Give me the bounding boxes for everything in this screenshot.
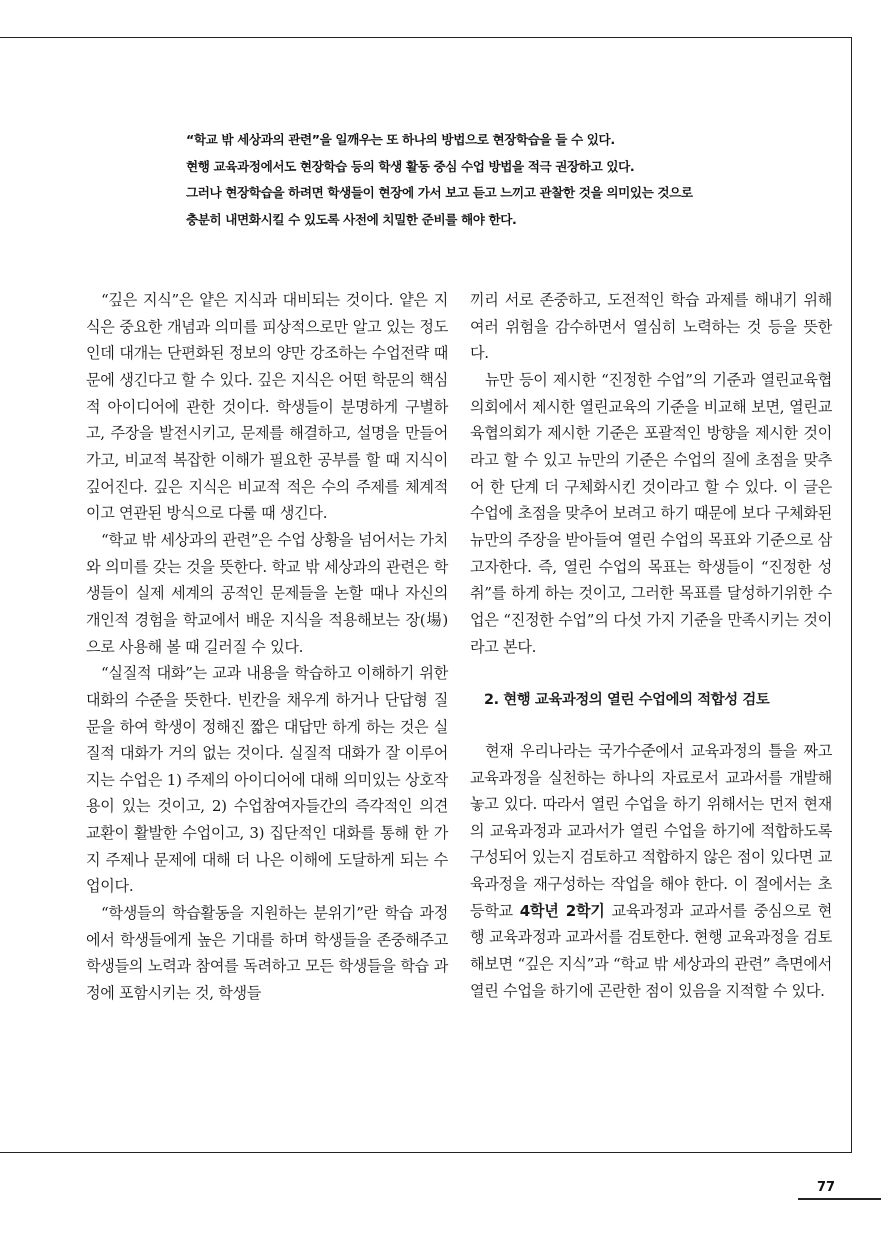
callout-line: 현행 교육과정에서도 현장학습 등의 학생 활동 중심 수업 방법을 적극 권장하고 있다. [186,158,635,174]
left-column [86,287,448,1007]
callout-line: “학교 밖 세상과의 관련”을 일깨우는 또 하나의 방법으로 현장학습을 들 수 있다. [186,132,615,147]
callout-line: 그러나 현장학습을 하려면 학생들이 현장에 가서 보고 듣고 느끼고 관찰한 것을 의미있는 것으로 [186,185,693,201]
body-paragraph: “학생들의 학습활동을 지원하는 분위기”란 학습 과정에서 학생들에게 높은 기대를 하며 학생들을 존중해주고 학생들의 노력과 참여를 독려하고 모든 학생들을 학습 과정에 포함시키는 것, 학생들 [86,904,448,1003]
right-column [470,287,832,1004]
body-paragraph: “실질적 대화”는 교과 내용을 학습하고 이해하기 위한 대화의 수준을 뜻한다. 빈칸을 채우게 하거나 단답형 질문을 하여 학생이 정해진 짧은 대답만 하게 하는 것은 실질적 대화가 거의 없는 것이다. 실질적 대화가 잘 이루어지는 수업은 1) 주제의 아이디어에 대해 의미있는 상호작용이 있는 것이고, 2) 수업참여자들간의 즉각적인 의견 교환이 활발한 수업이고, 3) 집단적인 대화를 통해 한 가지 주제나 문제에 대해 더 나은 이해에 도달하게 되는 수업이다. [86,664,448,896]
callout-box [186,127,806,233]
body-text: 현재 우리나라는 국가수준에서 교육과정의 틀을 짜고 교육과정을 실천하는 하나의 자료로서 교과서를 개발해 놓고 있다. 따라서 열린 수업을 하기 위해서는 먼저 현재의 교육과정과 교과서가 열린 수업을 하기에 적합하도록 구성되어 있는지 검토하고 적합하지 않은 점이 있다면 교육과정을 재구성하는 작업을 해야 한다. 이 절에서는 초등학교 [470,741,832,920]
body-paragraph: “깊은 지식”은 얕은 지식과 대비되는 것이다. 얕은 지식은 중요한 개념과 의미를 피상적으로만 알고 있는 정도인데 대개는 단편화된 정보의 양만 강조하는 수업전략 때문에 생긴다고 할 수 있다. 깊은 지식은 어떤 학문의 핵심적 아이디어에 관한 것이다. 학생들이 분명하게 구별하고, 주장을 발전시키고, 문제를 해결하고, 설명을 만들어가고, 비교적 복잡한 이해가 필요한 공부를 할 때 지식이 깊어진다. 깊은 지식은 비교적 적은 수의 주제를 체계적이고 연관된 방식으로 다룰 때 생긴다. [86,291,448,523]
body-paragraph [470,738,832,1005]
callout-line: 충분히 내면화시킬 수 있도록 사전에 치밀한 준비를 해야 한다. [186,211,517,227]
page-number-rule [798,1198,881,1200]
top-border-rule [0,37,851,38]
right-border-rule [851,37,852,1153]
body-paragraph: 끼리 서로 존중하고, 도전적인 학습 과제를 해내기 위해 여러 위험을 감수하면서 열심히 노력하는 것 등을 뜻한다. [470,291,832,363]
body-paragraph: “학교 밖 세상과의 관련”은 수업 상황을 넘어서는 가치와 의미를 갖는 것을 뜻한다. 학교 밖 세상과의 관련은 학생들이 실제 세계의 공적인 문제들을 논할 때나 자신의 개인적 경험을 학교에서 배운 지식을 적용해보는 장(場)으로 사용해 볼 때 길러질 수 있다. [86,530,448,656]
body-paragraph: 뉴만 등이 제시한 “진정한 수업”의 기준과 열린교육협의회에서 제시한 열린교육의 기준을 비교해 보면, 열린교육협의회가 제시한 기준은 포괄적인 방향을 제시한 것이라고 할 수 있고 뉴만의 기준은 수업의 질에 초점을 맞추어 한 단계 더 구체화시킨 것이라고 할 수 있다. 이 글은 수업에 초점을 맞추어 보려고 하기 때문에 보다 구체화된 뉴만의 주장을 받아들여 열린 수업의 목표와 기준으로 삼고자한다. 즉, 열린 수업의 목표는 학생들이 “진정한 성취”를 하게 하는 것이고, 그러한 목표를 달성하기위한 수업은 “진정한 수업”의 다섯 가지 기준을 만족시키는 것이라고 본다. [470,370,832,656]
body-text: 교육과정과 교과서를 중심으로 현행 교육과정과 교과서를 검토한다. 현행 교육과정을 검토해보면 “깊은 지식”과 “학교 밖 세상과의 관련” 측면에서 열린 수업을 하기에 곤란한 점이 있음을 지적할 수 있다. [470,901,832,1000]
bold-text: 4학년 2학기 [519,901,605,920]
bottom-border-rule [0,1152,852,1153]
page-number: 77 [816,1180,836,1195]
section-heading: 2. 현행 교육과정의 열린 수업에의 적합성 검토 [484,692,770,709]
